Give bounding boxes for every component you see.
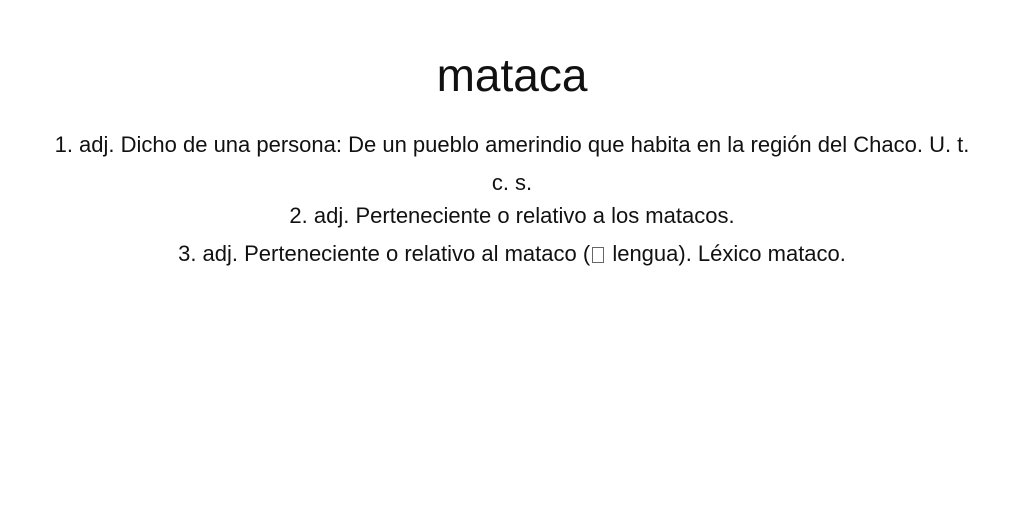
- definition-text-after: lengua). Léxico mataco.: [606, 241, 846, 266]
- headword-title: mataca: [436, 49, 588, 101]
- definition-item-1: [50, 126, 974, 202]
- definition-list: [50, 126, 974, 273]
- definition-item-2: [50, 197, 974, 235]
- definition-item-3: [50, 235, 974, 273]
- definition-text: 1. adj. Dicho de una persona: De un pueblo amerindio que habita en la región del Chaco. U. t. c. s.: [54, 132, 970, 195]
- definition-text-before: 3. adj. Perteneciente o relativo al mataco (: [178, 241, 591, 266]
- missing-glyph-box-icon: [592, 247, 604, 263]
- definition-text: 2. adj. Perteneciente o relativo a los matacos.: [289, 203, 735, 228]
